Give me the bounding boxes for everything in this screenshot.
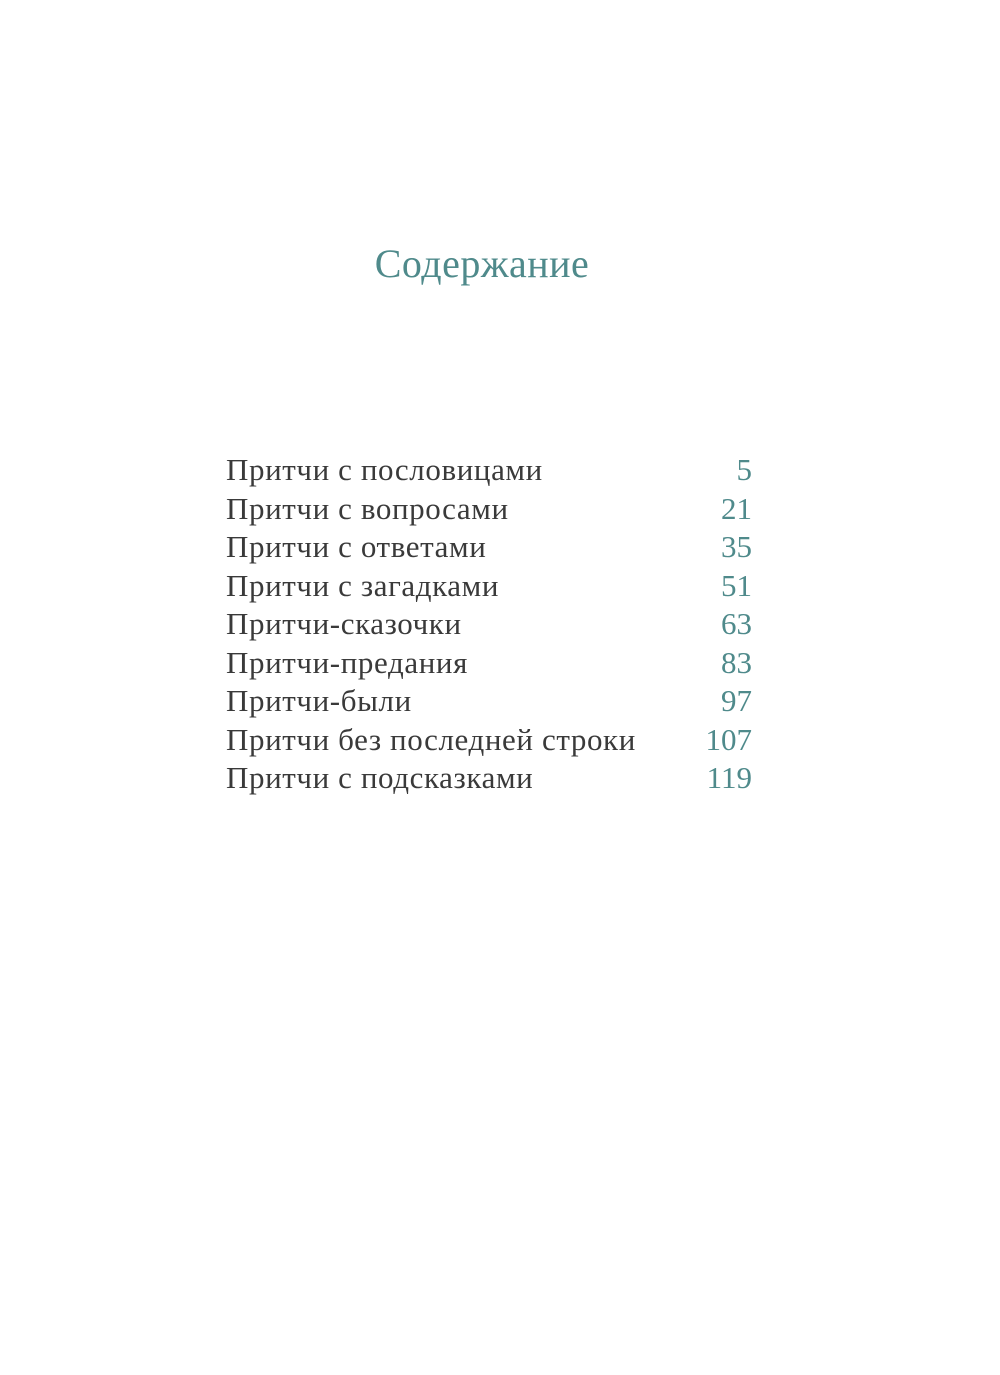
toc-entry-label: Притчи с подсказками	[226, 760, 534, 795]
toc-entry[interactable]	[226, 759, 752, 798]
toc-entry-page: 83	[721, 644, 752, 680]
toc-entry-label: Притчи-были	[226, 683, 412, 718]
toc-entry-page: 119	[706, 760, 752, 795]
page-title: Содержание	[374, 241, 590, 286]
toc-entry[interactable]	[226, 644, 752, 683]
table-of-contents	[226, 451, 752, 798]
toc-entry[interactable]	[226, 682, 752, 721]
toc-entry-label: Притчи с ответами	[226, 529, 487, 564]
toc-entry-page: 21	[721, 490, 752, 526]
toc-entry-page: 107	[705, 721, 752, 757]
toc-entry-page: 5	[736, 452, 752, 487]
toc-entry-label: Притчи без последней строки	[226, 721, 636, 757]
toc-entry-label: Притчи с вопросами	[226, 490, 509, 526]
toc-entry-label: Притчи-сказочки	[226, 606, 462, 641]
toc-entry-page: 35	[721, 529, 752, 564]
toc-entry[interactable]	[226, 567, 752, 606]
toc-entry[interactable]	[226, 451, 752, 490]
toc-entry[interactable]	[226, 721, 752, 760]
toc-entry-label: Притчи с загадками	[226, 567, 500, 603]
toc-entry[interactable]	[226, 528, 752, 567]
toc-entry-label: Притчи-предания	[226, 644, 468, 680]
toc-entry[interactable]	[226, 490, 752, 529]
toc-entry[interactable]	[226, 605, 752, 644]
toc-entry-page: 63	[721, 606, 752, 641]
toc-entry-page: 97	[721, 683, 752, 718]
toc-entry-label: Притчи с пословицами	[226, 452, 543, 487]
toc-entry-page: 51	[721, 567, 752, 603]
